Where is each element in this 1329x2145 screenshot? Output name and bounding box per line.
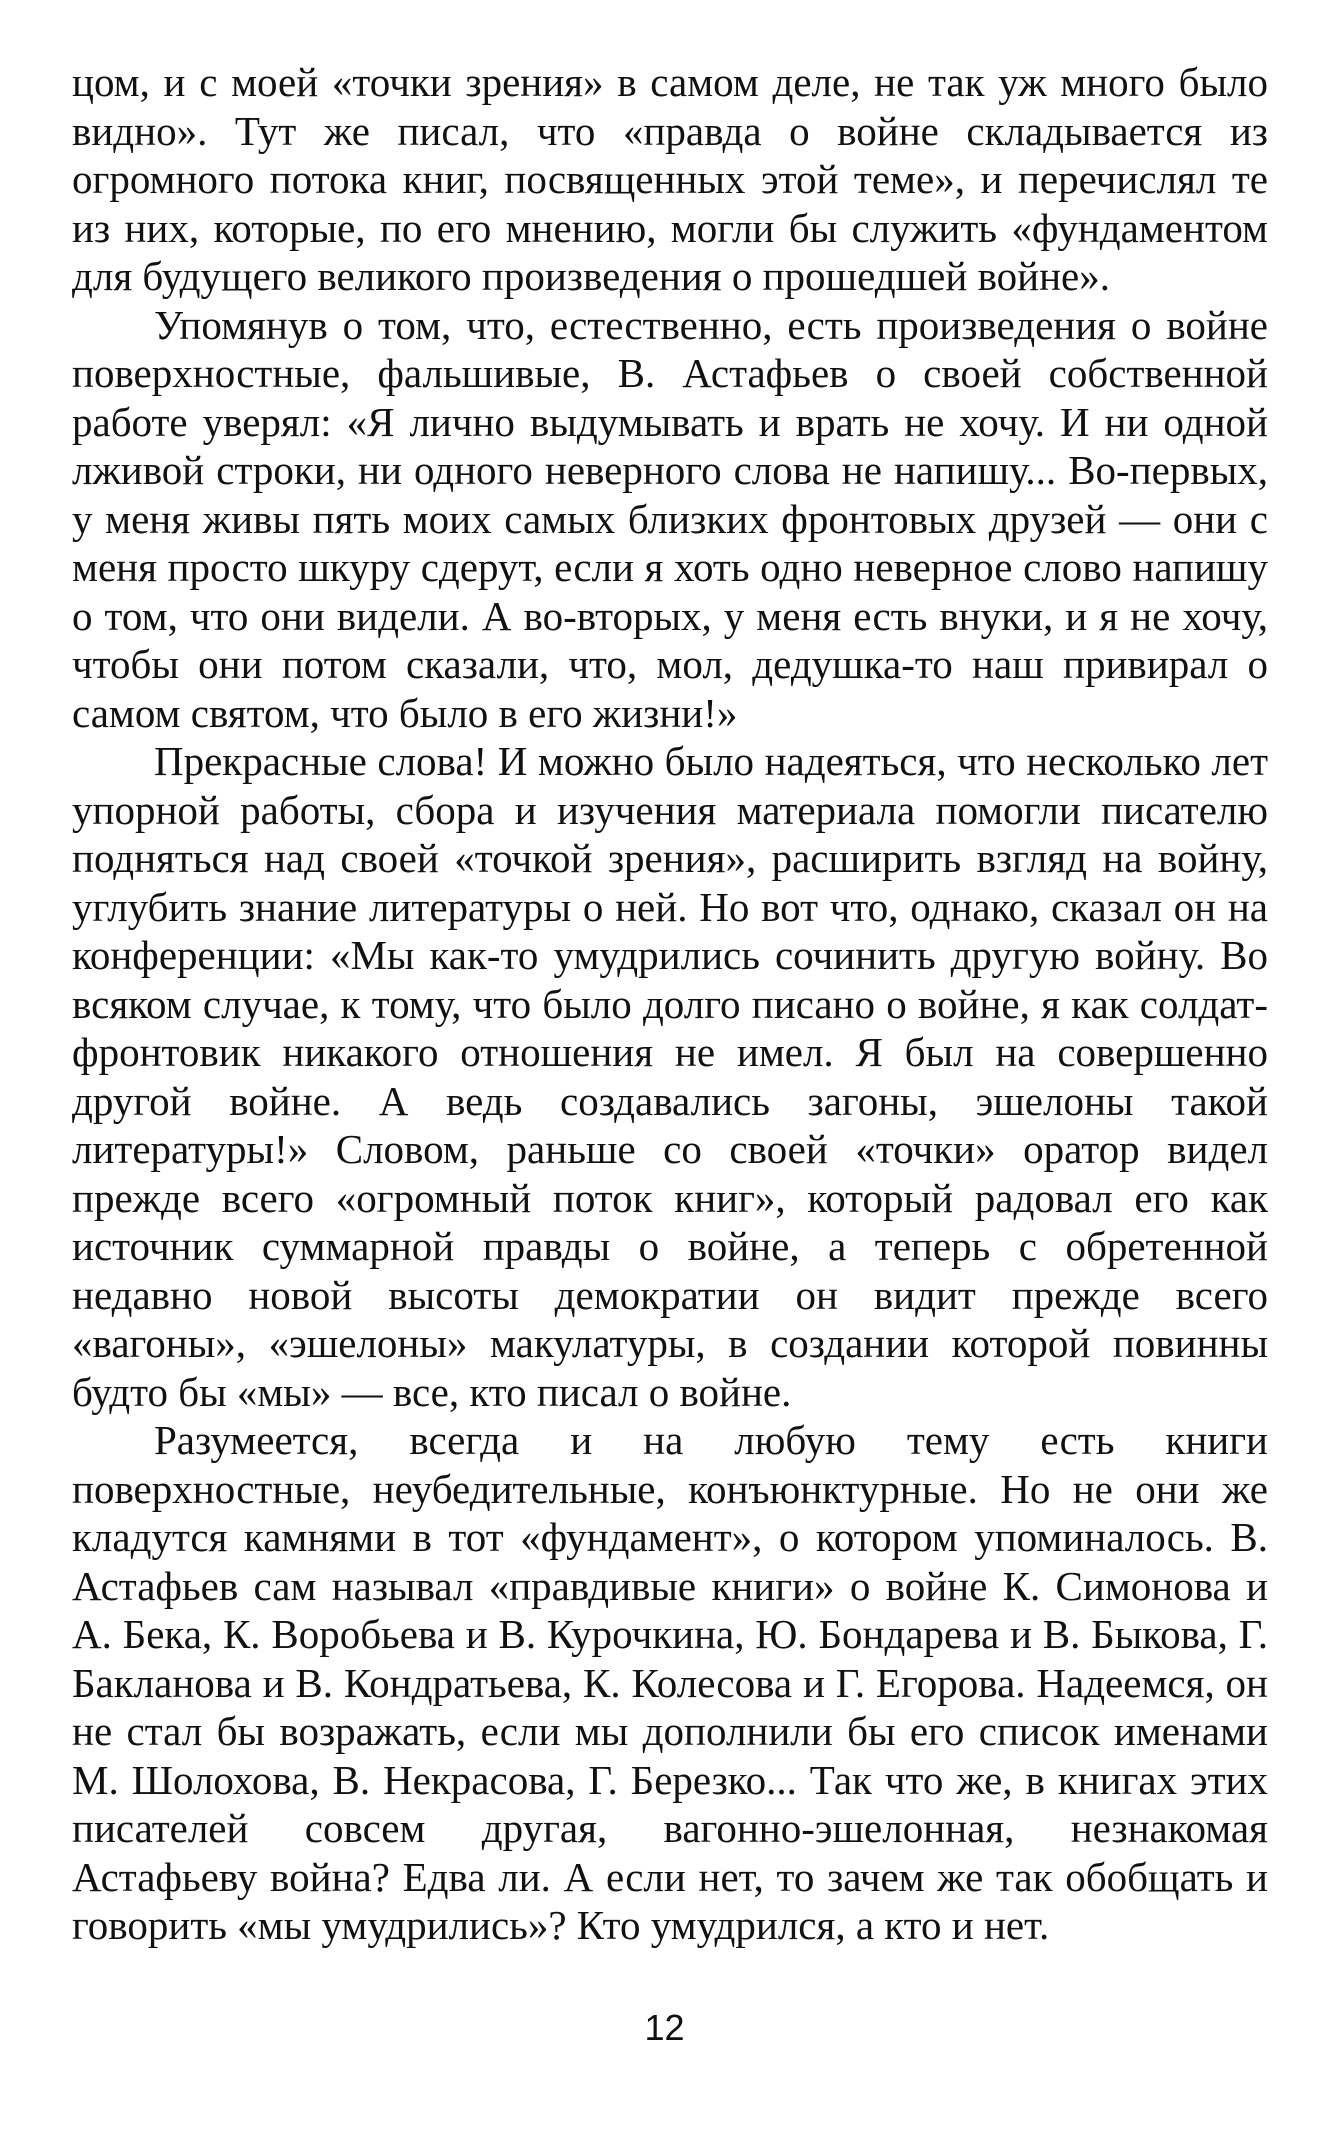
page-number: 12 [644,2007,685,2048]
paragraph-4: Разумеется, всегда и на любую тему есть книги поверхностные, неубедительные, конъюнктурные. Но не они же кладутся камнями в тот «фундамент», о котором упоминалось. В. Астафьев сам называл «правдивые книги» о войне К. Симонова и А. Бека, К. Воробьева и В. Курочкина, Ю. Бондарева и В. Быкова, Г. Бакланова и В. Кондратьева, К. Колесова и Г. Егорова. Надеемся, он не стал бы возражать, если мы дополнили бы его список именами М. Шолохова, В. Некрасова, Г. Березко... Так что же, в книгах этих писателей совсем другая, вагонно-эшелонная, незнакомая Астафьеву война? Едва ли. А если нет, то зачем же так обобщать и говорить «мы умудрились»? Кто умудрился, а кто и нет. [72,1417,1268,1948]
paragraph-1: цом, и с моей «точки зрения» в самом деле, не так уж много было видно». Тут же писал, что «правда о войне складывается из огромного потока книг, посвященных этой теме», и перечислял те из них, которые, по его мнению, могли бы служить «фундаментом для будущего великого произведения о прошедшей войне». [72,59,1268,299]
page-body [72,58,1268,1950]
paragraph-3: Прекрасные слова! И можно было надеяться, что несколько лет упорной работы, сбора и изучения материала помогли писателю подняться над своей «точкой зрения», расширить взгляд на войну, углубить знание литературы о ней. Но вот что, однако, сказал он на конференции: «Мы как-то умудрились сочинить другую войну. Во всяком случае, к тому, что было долго писано о войне, я как солдат-фронтовик никакого отношения не имел. Я был на совершенно другой войне. А ведь создавались загоны, эшелоны такой литературы!» Словом, раньше со своей «точки» оратор видел прежде всего «огромный поток книг», который радовал его как источник суммарной правды о войне, а теперь с обретенной недавно новой высоты демократии он видит прежде всего «вагоны», «эшелоны» макулатуры, в создании которой повинны будто бы «мы» — все, кто писал о войне. [72,738,1268,1415]
paragraph-2: Упомянув о том, что, естественно, есть произведения о войне поверхностные, фальшивые, В. Астафьев о своей собственной работе уверял: «Я лично выдумывать и врать не хочу. И ни одной лживой строки, ни одного неверного слова не напишу... Во-первых, у меня живы пять моих самых близких фронтовых друзей — они с меня просто шкуру сдерут, если я хоть одно неверное слово напишу о том, что они видели. А во-вторых, у меня есть внуки, и я не хочу, чтобы они потом сказали, что, мол, дедушка-то наш привирал о самом святом, что было в его жизни!» [72,301,1268,736]
